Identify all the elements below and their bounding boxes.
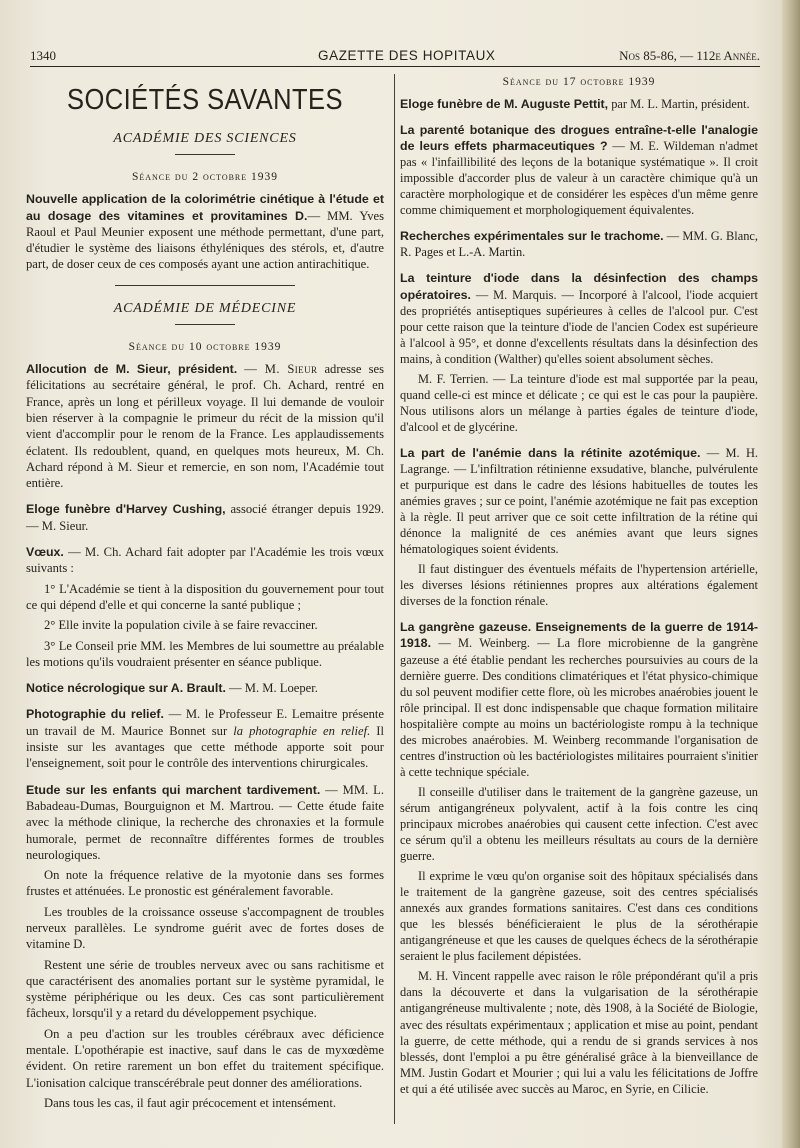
seance-date: Séance du 10 octobre 1939 [128, 340, 282, 353]
article-authors: — M. Sieur [244, 362, 318, 377]
article-text: — M. Weinberg. — La flore microbienne de la gangrène gazeuse a été établie pendant les recherches poursuivies au cours de la dernière guerre. Des conditions climatériques et l'état physico-chimique du sol peuvent modifier cette flore, où les microbes anaérobies jouent le rôle principal. Il est donc indispensable que chaque formation militaire hospitalière compte au moins un bactériologiste rompu à la technique des microbes anaérobies. M. Weinberg recommande l'organisation de centres d'instruction où les bactériologistes militaires pourraient s'initier à cette technique spéciale. [400, 636, 758, 779]
article-heading: La part de l'anémie dans la rétinite azotémique. [400, 445, 701, 460]
voeu-item: 2° Elle invite la population civile à se faire revacciner. [44, 618, 318, 633]
paragraph: M. F. Terrien. — La teinture d'iode est mal supportée par la peau, quand celle-ci est mince et délicate ; ce qui est le cas pour la paupière. Nous utilisons alors un mélange à parties égales de teinture d'iode, d'alcool et de glycérine. [400, 371, 758, 434]
section-main-title: SOCIÉTÉS SAVANTES [67, 84, 343, 116]
article-parente [400, 122, 758, 218]
article-gangrene [400, 619, 758, 779]
paragraph: On a peu d'action sur les troubles cérébraux avec déficience mentale. L'opothérapie est inactive, sauf dans le cas de myxœdème évident. On retire rarement un bon effet du traitement spécifique. L'ionisation calcique transcérébrale peut donner des améliorations. [26, 1026, 384, 1090]
article-vitamines [26, 191, 384, 272]
academie-medecine-title: ACADÉMIE DE MÉDECINE [113, 300, 297, 316]
seance-date: Séance du 2 octobre 1939 [131, 171, 279, 183]
article-text: — Cette étude faite avec la méthode clinique, la recherche des chronaxies et la formule humorale, permet de reconnaître différentes formes de troubles neurologiques. [26, 798, 384, 862]
article-text: exposent une méthode permettant, d'une part, d'étudier le système des liaisons éthyléniques des stérols, et, d'autre part, de doser ceux de ces composés ayant une action antirachitique. [26, 224, 384, 272]
article-text: — MM. G. Blanc, R. Pages et L.-A. Martin. [400, 229, 758, 260]
paragraph: Restent une série de troubles nerveux avec ou sans rachitisme et que caractérisent des anomalies portant sur le système pyramidal, le système périphérique ou les deux. Ces cas sont particulièrement fâcheux, lorsqu'il y a retard du développement psychique. [26, 957, 384, 1021]
article-trachome [400, 228, 758, 260]
voeu-item: 1° L'Académie se tient à la disposition du gouvernement pour tout ce qui dépend d'elle et qui concerne la santé publique ; [26, 581, 384, 612]
academie-sciences-title: ACADÉMIE DES SCIENCES [113, 131, 297, 146]
paragraph: Dans tous les cas, il faut agir précocement et intensément. [44, 1095, 337, 1110]
page-number: 1340 [30, 48, 56, 63]
journal-title: GAZETTE DES HOPITAUX [318, 48, 496, 63]
left-column [26, 74, 384, 1115]
article-text: — M. H. Lagrange. — L'infiltration rétinienne exsudative, blanche, pulvérulente et purpurique est dans le cadre des lésions habituelles de toutes les anémies graves ; sur ce point, l'anémie azotémique ne fait pas exception à la règle. Il peut arriver que ce soit cette infiltration de la rétine qui dénonce la malignité de ces anémies avant que leurs signes hématologiques soient évidents. [400, 445, 758, 557]
article-heading: La teinture d'iode dans la désinfection des champs opératoires. [400, 271, 758, 302]
article-authors: — MM. Yves Raoul et Paul Meunier [26, 208, 384, 239]
article-heading: La parenté botanique des drogues entraîne-t-elle l'analogie de leurs effets pharmaceutiques ? [400, 123, 758, 154]
paragraph: Il conseille d'utiliser dans le traitement de la gangrène gazeuse, un sérum antigangréneux polyvalent, actif à la fois contre les cinq principaux microbes anaérobies qui causent cette infection. C'est avec ce sérum qu'il a obtenu les meilleurs résultats au cours de la dernière guerre. [400, 784, 758, 864]
article-heading: Recherches expérimentales sur le trachome. [400, 229, 664, 244]
paragraph: On note la fréquence relative de la myotonie dans ses formes frustes et atténuées. Le pronostic est généralement favorable. [26, 868, 384, 899]
article-text: par M. L. Martin, président. [608, 97, 750, 112]
header-rule [30, 66, 760, 67]
paragraph: M. H. Vincent rappelle avec raison le rôle prépondérant qu'il a pris dans la découverte et dans la vulgarisation de la sérothérapie antigangréneuse multivalente ; note, dès 1908, à la Société de Biologie, avec des résultats expérimentaux ; application et mise au point, pendant la guerre, de cette méthode, qui a rendu de si grands services à nos blessés, dont l'emploi a pu être généralisé grâce à la bienveillance de MM. Justin Godart et Mourier ; qui lui a valu les félicitations de Joffre et qui a été utilisée avec succès au Maroc, en Syrie, en Cilicie. [400, 969, 758, 1096]
title-underline [175, 154, 235, 155]
article-necrologique [26, 680, 384, 696]
article-heading: Notice nécrologique sur A. Brault. [26, 681, 226, 696]
article-text: associé étranger depuis 1929. — M. Sieur. [26, 502, 384, 533]
article-heading: Photographie du relief. [26, 707, 164, 722]
article-anemie [400, 445, 758, 557]
column-divider [394, 74, 395, 1124]
running-header [30, 46, 760, 68]
article-eloge-cushing [26, 501, 384, 534]
article-heading: Eloge funèbre de M. Auguste Pettit, [400, 97, 609, 112]
article-text: adresse ses félicitations au secrétaire général, le prof. Ch. Achard, rentré en France, après un long et périlleux voyage. Il lui demande de vouloir bien réserver à la compagnie le primeur du récit de la mission qu'il vient d'accomplir pour le renom de la France. Les applaudissements éclatent. Ils redoublent, quand, en quelques mots heureux, M. Ch. Achard répond à M. Sieur et remercie, en son nom, l'Académie tout entière. [26, 362, 384, 491]
article-enfants [26, 782, 384, 863]
page-binding-edge [782, 0, 800, 1148]
article-heading: Etude sur les enfants qui marchent tardivement. [26, 782, 321, 797]
paragraph: Il exprime le vœu qu'on organise soit des hôpitaux spécialisés dans le traitement de la gangrène gazeuse, soit des centres spécialisés annexés aux grandes formations sanitaires. C'est dans ces conditions que les blessés bénéficieraient le plus de la sérothérapie antigangréneuse et que les causes de quelques échecs de la sérothérapie seraient le plus facilement dépistées. [400, 869, 758, 964]
article-text: — M. Ch. Achard fait adopter par l'Académie les trois vœux suivants : [26, 545, 384, 576]
voeu-item: 3° Le Conseil prie MM. les Membres de lui soumettre au préalable les motions qu'ils voudraient présenter en séance publique. [26, 638, 384, 669]
article-heading: La gangrène gazeuse. Enseignements de la guerre de 1914-1918. [400, 620, 758, 651]
seance-date: Séance du 17 octobre 1939 [502, 76, 656, 88]
article-pettit [400, 96, 758, 112]
article-voeux [26, 544, 384, 577]
article-allocution [26, 361, 384, 491]
issue-number: Nos 85-86, — 112e Année. [619, 48, 760, 63]
article-heading: Vœux. [26, 545, 64, 560]
article-text: — M. Marquis. — Incorporé à l'alcool, l'iode acquiert des propriétés antiseptiques supérieures à celles de l'alcool pur. C'est pour cette raison que la teinture d'iode de l'ancien Codex est supérieure à l'alcool à 95°, et donne d'excellents résultats dans la désinfection des mains, à condition (Walther) qu'elles soient absolument sèches. [400, 287, 758, 366]
article-authors: — MM. L. Babadeau-Dumas, Bourguignon et M. Martrou. [26, 782, 384, 813]
article-text: Il insiste sur les avantages que cette méthode apporte soit pour l'enseignement, soit pour le contrôle des interventions chirurgicales. [26, 723, 384, 771]
article-text: — M. M. Loeper. [225, 681, 318, 696]
article-text: — M. E. Wildeman n'admet pas « l'infaillibilité des leçons de la botanique systématique ». Il croit impossible d'accorder plus de valeur à un caractère chimique qu'à un caractère morphologique et de considérer les espèces d'un même genre comme chimiquement et morphologiquement équivalentes. [400, 139, 758, 218]
paragraph: Il faut distinguer des éventuels méfaits de l'hypertension artérielle, les diverses lésions rétiniennes propres aux altérations également diverses de la fonction rénale. [400, 562, 758, 609]
article-heading: Allocution de M. Sieur, président. [26, 362, 238, 377]
section-separator [115, 285, 295, 286]
article-photographie [26, 706, 384, 771]
title-underline [175, 324, 235, 325]
right-column [400, 74, 758, 1101]
article-text: — M. le Professeur E. Lemaitre présente un travail de M. Maurice Bonnet sur [26, 707, 384, 738]
paragraph: Les troubles de la croissance osseuse s'accompagnent de troubles nerveux parallèles. Le syndrome guérit avec de fortes doses de vitamine D. [26, 904, 384, 952]
article-heading: Eloge funèbre d'Harvey Cushing, [26, 502, 226, 517]
article-italic: la photographie en relief. [233, 723, 371, 738]
article-heading: Nouvelle application de la colorimétrie cinétique à l'étude et au dosage des vitamines et provitamines D. [26, 192, 384, 223]
article-teinture [400, 270, 758, 366]
